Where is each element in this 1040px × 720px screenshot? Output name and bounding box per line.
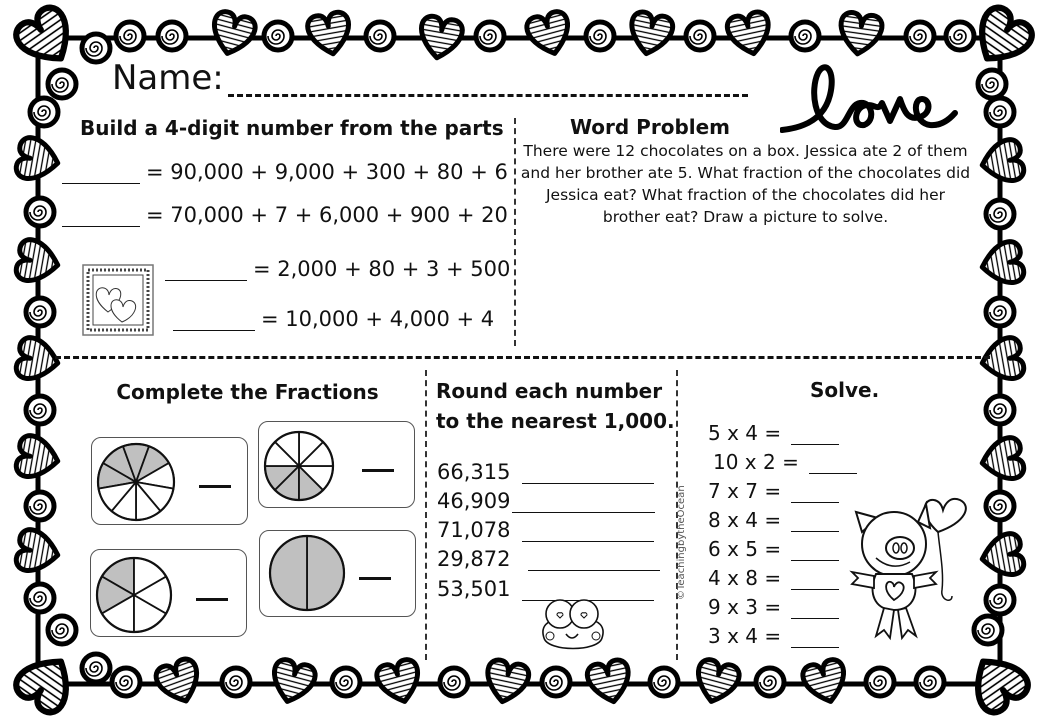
expression: 6 x 5 = bbox=[708, 537, 782, 561]
fraction-card-3 bbox=[90, 549, 247, 637]
expression: = 70,000 + 7 + 6,000 + 900 + 20 bbox=[146, 203, 508, 227]
answer-blank[interactable] bbox=[791, 531, 839, 532]
word-problem-title: Word Problem bbox=[569, 115, 731, 139]
fraction-card-2 bbox=[258, 421, 415, 508]
solve-item-5 bbox=[708, 537, 845, 561]
answer-blank[interactable] bbox=[165, 280, 247, 281]
expression: 7 x 7 = bbox=[708, 479, 782, 503]
rounding-title-line-1: Round each number bbox=[436, 379, 663, 403]
rounding-item-1 bbox=[437, 460, 660, 484]
rounding-item-2 bbox=[437, 489, 661, 513]
section-divider bbox=[425, 370, 427, 660]
fraction-answer-blank[interactable] bbox=[196, 598, 228, 601]
build-number-title: Build a 4-digit number from the parts bbox=[80, 116, 504, 140]
expression: = 2,000 + 80 + 3 + 500 bbox=[253, 257, 511, 281]
fractions-title: Complete the Fractions bbox=[116, 380, 379, 404]
solve-item-2 bbox=[713, 450, 863, 474]
answer-blank[interactable] bbox=[62, 226, 140, 227]
rounding-item-4 bbox=[437, 547, 666, 571]
answer-blank[interactable] bbox=[791, 502, 839, 503]
fraction-circle-eighths bbox=[262, 429, 336, 503]
expression: 9 x 3 = bbox=[708, 595, 782, 619]
answer-blank[interactable] bbox=[791, 444, 839, 445]
name-label: Name: bbox=[112, 58, 224, 98]
answer-blank[interactable] bbox=[522, 483, 654, 484]
rounding-item-3 bbox=[437, 518, 660, 542]
fraction-answer-blank[interactable] bbox=[359, 577, 391, 580]
fraction-answer-blank[interactable] bbox=[199, 485, 231, 488]
fraction-circle-ninths bbox=[95, 441, 177, 523]
solve-item-8 bbox=[708, 624, 845, 648]
fraction-answer-blank[interactable] bbox=[362, 469, 394, 472]
build-problem-2 bbox=[62, 203, 508, 227]
number: 29,872 bbox=[437, 547, 511, 571]
expression: 8 x 4 = bbox=[708, 508, 782, 532]
answer-blank[interactable] bbox=[791, 589, 839, 590]
section-divider bbox=[514, 118, 516, 346]
expression: 3 x 4 = bbox=[708, 624, 782, 648]
build-problem-3 bbox=[165, 257, 510, 281]
name-input-line[interactable] bbox=[228, 94, 748, 97]
double-heart-stamp-icon bbox=[82, 264, 154, 336]
rounding-title-line-2: to the nearest 1,000. bbox=[436, 409, 675, 433]
answer-blank[interactable] bbox=[791, 560, 839, 561]
number: 53,501 bbox=[437, 577, 511, 601]
solve-title: Solve. bbox=[810, 378, 880, 402]
number: 46,909 bbox=[437, 489, 511, 513]
answer-blank[interactable] bbox=[791, 618, 839, 619]
solve-item-1 bbox=[708, 421, 845, 445]
love-script-decoration bbox=[780, 55, 960, 140]
fraction-circle-sixths bbox=[94, 555, 174, 635]
number: 66,315 bbox=[437, 460, 511, 484]
number: 71,078 bbox=[437, 518, 511, 542]
fraction-circle-halves bbox=[267, 533, 347, 613]
pig-with-heart-balloon-icon bbox=[848, 492, 976, 642]
answer-blank[interactable] bbox=[809, 473, 857, 474]
section-divider bbox=[55, 356, 990, 359]
answer-blank[interactable] bbox=[528, 570, 660, 571]
build-problem-1 bbox=[62, 160, 508, 184]
solve-item-6 bbox=[708, 566, 845, 590]
expression: 4 x 8 = bbox=[708, 566, 782, 590]
answer-blank[interactable] bbox=[522, 541, 654, 542]
expression: = 90,000 + 9,000 + 300 + 80 + 6 bbox=[146, 160, 508, 184]
solve-item-7 bbox=[708, 595, 845, 619]
answer-blank[interactable] bbox=[62, 183, 140, 184]
expression: 5 x 4 = bbox=[708, 421, 782, 445]
fraction-card-1 bbox=[91, 437, 248, 525]
fraction-card-4 bbox=[259, 530, 416, 617]
answer-blank[interactable] bbox=[512, 512, 655, 513]
word-problem-text: There were 12 chocolates on a box. Jessica ate 2 of them and her brother ate 5. What fraction of the chocolates did Jessica eat? What fraction of the chocolates did her brother eat? Draw a picture to solve. bbox=[520, 142, 971, 226]
solve-item-4 bbox=[708, 508, 845, 532]
rounding-title bbox=[436, 376, 675, 436]
frog-face-icon bbox=[538, 598, 608, 654]
expression: = 10,000 + 4,000 + 4 bbox=[261, 307, 495, 331]
expression: 10 x 2 = bbox=[713, 450, 799, 474]
build-problem-4 bbox=[173, 307, 494, 331]
answer-blank[interactable] bbox=[791, 647, 839, 648]
solve-item-3 bbox=[708, 479, 845, 503]
answer-blank[interactable] bbox=[173, 330, 255, 331]
copyright-watermark: ©TeachingbytheOcean bbox=[676, 485, 687, 600]
